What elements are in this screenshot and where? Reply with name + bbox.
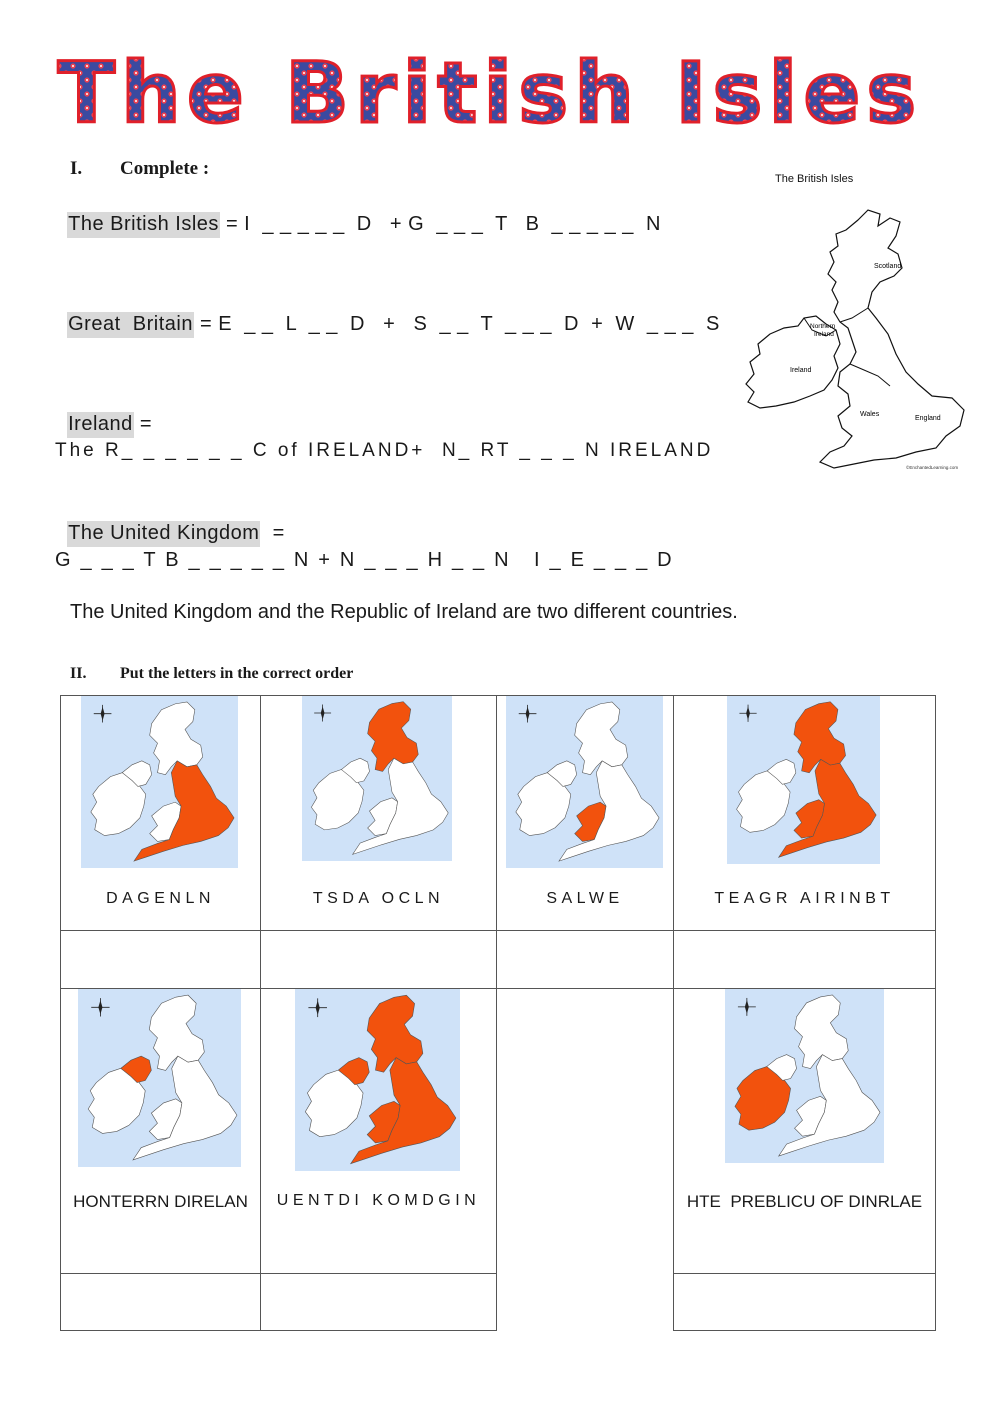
section-2-title: Put the letters in the correct order: [120, 665, 354, 682]
answer-box-6[interactable]: [260, 1273, 497, 1331]
map-credit: ©EnchantedLearning.com: [906, 465, 959, 470]
answer-box-3[interactable]: [496, 930, 674, 989]
map-thumb-united-kingdom: [295, 989, 460, 1171]
map-label-northern: Northern: [810, 323, 836, 330]
scramble-4: TEAGR AIRINBT: [714, 890, 895, 907]
map-thumb-england: [81, 696, 238, 868]
map-label-scotland: Scotland: [874, 263, 902, 270]
answer-ireland: The R_ _ _ _ _ _ C of IRELAND+ N_ RT _ _ _ N IRELAND: [55, 440, 714, 461]
answer-box-4[interactable]: [673, 930, 936, 989]
scramble-3: SALWE: [546, 890, 624, 907]
term-british-isles: The British Isles: [67, 212, 220, 238]
scramble-7: HTE PREBLICU OF DINRLAE: [686, 1192, 923, 1211]
section-2-heading: [70, 665, 353, 683]
map-label-ireland-ni: Ireland: [814, 331, 834, 338]
scramble-1: DAGENLN: [106, 890, 215, 907]
map-thumb-wales: [506, 696, 663, 868]
section-1-title: Complete :: [120, 158, 210, 179]
answer-box-2[interactable]: [260, 930, 497, 989]
title-text: The British Isles: [57, 48, 923, 138]
term-great-britain: Great Britain: [67, 312, 194, 338]
term-ireland: Ireland: [67, 412, 134, 438]
map-label-wales: Wales: [860, 411, 880, 418]
uk-line: [55, 499, 285, 545]
map-label-england: England: [915, 415, 941, 422]
map-thumb-great-britain: [727, 696, 880, 864]
answer-box-5[interactable]: [60, 1273, 261, 1331]
scramble-2: TSDA OCLN: [312, 890, 445, 907]
answer-british-isles: = I _ _ _ _ _ D + G _ _ _ T B _ _ _ _ _ N: [219, 213, 661, 235]
map-label-ireland: Ireland: [790, 367, 812, 374]
answer-great-britain: = E _ _ L _ _ D + S _ _ T _ _ _ D + W _ _ _ S: [193, 313, 720, 335]
note-text: The United Kingdom and the Republic of Ireland are two different countries.: [70, 601, 738, 623]
answer-box-1[interactable]: [60, 930, 261, 989]
answer-box-7[interactable]: [673, 1273, 936, 1331]
map-great-britain-outline: [820, 210, 964, 468]
map-thumb-scotland: [302, 696, 452, 861]
answer-united-kingdom: G _ _ _ T B _ _ _ _ _ N + N _ _ _ H _ _ N I _ E _ _ _ D: [55, 549, 674, 571]
map-title: The British Isles: [775, 173, 854, 185]
scramble-5: HONTERRN DIRELAN: [73, 1192, 248, 1211]
page-title: [55, 48, 925, 138]
section-1-numeral: I.: [70, 158, 83, 179]
map-thumb-northern-ireland: [78, 989, 241, 1167]
map-thumb-republic-of-ireland: [725, 989, 884, 1163]
ireland-line: [55, 390, 152, 436]
section-1-heading: [70, 158, 209, 180]
ireland-equals: =: [133, 413, 153, 435]
british-isles-line: [55, 190, 661, 236]
british-isles-map: [740, 158, 976, 474]
great-britain-line: [55, 290, 720, 336]
term-united-kingdom: The United Kingdom: [67, 521, 260, 547]
uk-equals: =: [260, 522, 285, 544]
scramble-6: UENTDI KOMDGIN: [276, 1192, 481, 1209]
section-2-numeral: II.: [70, 665, 87, 682]
